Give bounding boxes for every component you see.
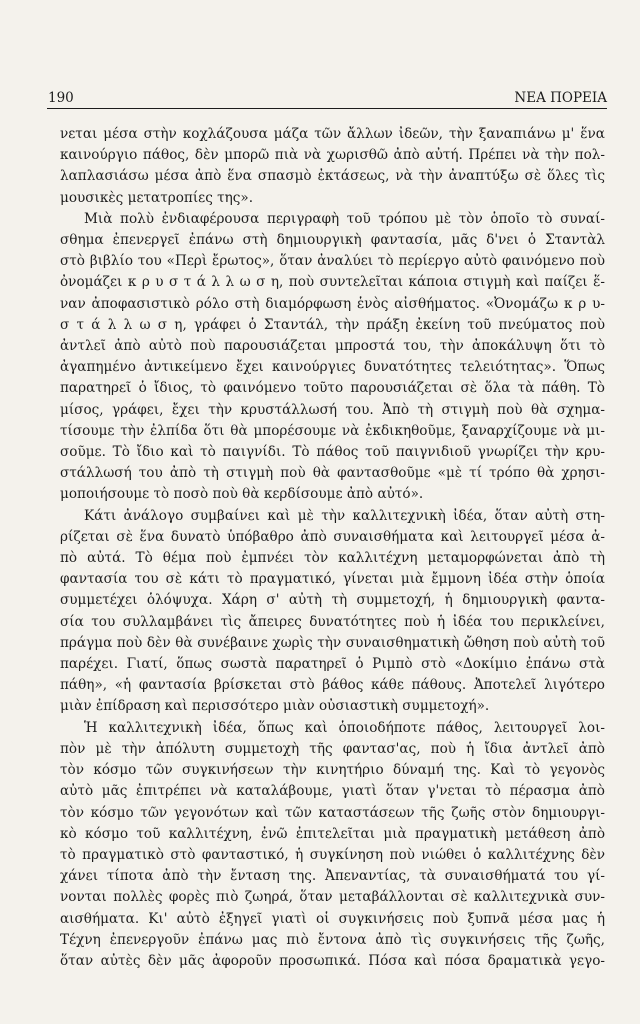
text-line: πράγμα ποὺ δὲν θὰ συνέβαινε χωρὶς τὴν συναισθηματικὴ ὤθηση ποὺ αὐτὴ τοῦ: [60, 634, 605, 651]
text-line: πὸν μὲ τὴν ἀπόλυτη συμμετοχὴ τῆς φαντασ'ας, ποὺ ἡ ἴδια ἀντλεῖ ἀπὸ: [60, 740, 605, 757]
text-line: σία του συλλαμβάνει τὶς ἄπειρες δυνατότητες ποὺ ἡ ἰδέα του περικλείνει,: [60, 613, 605, 630]
text-line: ὀνομάζει κ ρ υ σ τ ά λ λ ω σ η, ποὺ συντελεῖται κάποια στιγμὴ καὶ παίζει ἕ-: [60, 274, 605, 291]
text-line: σ τ ά λ λ ω σ η, γράφει ὁ Σταντάλ, τὴν πράξη ἐκείνη τοῦ πνεύματος ποὺ: [60, 316, 605, 333]
text-line: πὸ αὐτά. Τὸ θέμα ποὺ ἐμπνέει τὸν καλλιτέχνη μεταμορφώνεται ἀπὸ τὴ: [60, 550, 605, 567]
running-header: [48, 86, 607, 106]
text-line: Κάτι ἀνάλογο συμβαίνει καὶ μὲ τὴν καλλιτεχνικὴ ἰδέα, ὅταν αὐτὴ στη-: [84, 507, 605, 524]
text-line: στάλλωσή του ἀπὸ τὴ στιγμὴ ποὺ θὰ φαντασθοῦμε «μὲ τί τρόπο θὰ χρησι-: [60, 465, 605, 482]
text-line: παρέχει. Γιατί, ὅπως σωστὰ παρατηρεῖ ὁ Ριμπὸ στὸ «Δοκίμιο ἐπάνω στὰ: [60, 656, 605, 673]
text-line: στὸ βιβλίο του «Περὶ ἔρωτος», ὅταν ἀναλύει τὸ περίεργο αὐτὸ φαινόμενο ποὺ: [60, 253, 605, 270]
text-line: τὸ πραγματικὸ στὸ φανταστικό, ἡ συγκίνηση ποὺ νιώθει ὁ καλλιτέχνης δὲν: [60, 846, 605, 863]
text-line: ἀγαπημένο ἀντικείμενο ἔχει καινούργιες δυνατότητες τελειότητας». Ὅπως: [60, 359, 605, 376]
text-line: συμμετέχει ὁλόψυχα. Χάρη σ' αὐτὴ τὴ συμμετοχή, ἡ δημιουργικὴ φαντα-: [60, 592, 605, 609]
text-line: χάνει τίποτα ἀπὸ τὴν ἔνταση της. Ἀπεναντίας, τὰ συναισθήματά του γί-: [60, 868, 605, 885]
header-rule: [47, 108, 607, 109]
text-line: σθημα ἐπενεργεῖ ἐπάνω στὴ δημιουργικὴ φαντασία, μᾶς δ'νει ὁ Σταντὰλ: [60, 232, 605, 249]
text-line: ναν ἀποφασιστικὸ ρόλο στὴ διαμόρφωση ἑνὸς αἰσθήματος. «Ὀνομάζω κ ρ υ-: [60, 295, 605, 312]
text-line: αισθήματα. Κι' αὐτὸ ἐξηγεῖ γιατὶ οἱ συγκινήσεις ποὺ ξυπνᾶ μέσα μας ἡ: [60, 910, 605, 927]
page-number: 190: [48, 90, 74, 106]
text-line: ὅταν αὐτὲς δὲν μᾶς ἀφοροῦν προσωπικά. Πόσα καὶ πόσα δραματικὰ γεγο-: [60, 952, 605, 969]
text-line: τὸν κόσμο τῶν γεγονότων καὶ τῶν καταστάσεων τῆς ζωῆς στὸν δημιουργι-: [60, 804, 605, 821]
paragraph: [60, 209, 605, 506]
paragraph: [60, 124, 605, 209]
text-line: τίσουμε τὴν ἐλπίδα ὅτι θὰ μπορέσουμε νὰ ἐκδικηθοῦμε, ξαναρχίζουμε νὰ μι-: [60, 422, 605, 439]
text-line: Τέχνη ἐπενεργοῦν ἐπάνω μας πιὸ ἔντονα ἀπὸ τὶς συγκινήσεις τῆς ζωῆς,: [60, 931, 605, 948]
text-line: μοποιήσουμε τὸ ποσὸ ποὺ θὰ κερδίσουμε ἀπὸ αὐτό».: [60, 486, 424, 503]
text-line: πάθη», «ἡ φαντασία βρίσκεται στὸ βάθος κάθε πάθους. Ἀποτελεῖ λιγότερο: [60, 677, 605, 694]
text-line: μίσος, γράφει, ἔχει τὴν κρυστάλλωσή του. Ἀπὸ τὴ στιγμὴ ποὺ θὰ σχημα-: [60, 401, 605, 418]
text-line: παρατηρεῖ ὁ ἴδιος, τὸ φαινόμενο τοῦτο παρουσιάζεται σὲ ὅλα τὰ πάθη. Τὸ: [60, 380, 605, 397]
paragraph: [60, 718, 605, 972]
text-line: λαπλασιάσω μέσα ἀπὸ ἕνα σπασμὸ ἐκτάσεως, νὰ τὴν ἀναπτύξω σὲ ὅλες τὶς: [60, 168, 605, 185]
running-title: ΝΕΑ ΠΟΡΕΙΑ: [514, 90, 607, 106]
text-line: φαντασία του σὲ κάτι τὸ πραγματικό, γίνεται μιὰ ἔμμονη ἰδέα στὴν ὁποία: [60, 571, 605, 588]
text-line: Μιὰ πολὺ ἐνδιαφέρουσα περιγραφὴ τοῦ τρόπου μὲ τὸν ὁποῖο τὸ συναί-: [84, 210, 605, 227]
text-line: σοῦμε. Τὸ ἴδιο καὶ τὸ παιγνίδι. Τὸ πάθος τοῦ παιγνιδιοῦ γνωρίζει τὴν κρυ-: [60, 444, 605, 461]
text-line: κὸ κόσμο τοῦ καλλιτέχνη, ἐνῶ ἐπιτελεῖται μιὰ πραγματικὴ μετάθεση ἀπὸ: [60, 825, 605, 842]
text-line: αὐτὸ μᾶς ἐπιτρέπει νὰ καταλάβουμε, γιατὶ ὅταν γ'νεται τὸ πέρασμα ἀπὸ: [60, 783, 605, 800]
text-line: μουσικὲς μετατροπίες της».: [60, 189, 254, 206]
text-line: καινούργιο πάθος, δὲν μπορῶ πιὰ νὰ χωρισθῶ ἀπὸ αὐτή. Πρέπει νὰ τὴν πολ-: [60, 147, 605, 164]
body-text: [60, 124, 605, 972]
text-line: νεται μέσα στὴν κοχλάζουσα μάζα τῶν ἄλλων ἰδεῶν, τὴν ξαναπιάνω μ' ἕνα: [60, 126, 605, 142]
text-line: ρίζεται σὲ ἕνα δυνατὸ ὑπόβαθρο ἀπὸ συναισθήματα καὶ λειτουργεῖ μέσα ἀ-: [60, 528, 605, 545]
text-line: μιὰν ἐπίδραση καὶ περισσότερο μιὰν οὐσιαστικὴ συμμετοχή».: [60, 698, 490, 715]
text-line: Ἡ καλλιτεχνικὴ ἰδέα, ὅπως καὶ ὁποιοδήποτε πάθος, λειτουργεῖ λοι-: [84, 719, 605, 736]
text-line: τὸν κόσμο τῶν συγκινήσεων τὴν κινητήριο δύναμή της. Καὶ τὸ γεγονὸς: [60, 762, 605, 779]
text-line: ἀντλεῖ ἀπὸ αὐτὸ ποὺ παρουσιάζεται μπροστά του, τὴν ἀποκάλυψη ὅτι τὸ: [60, 338, 605, 355]
paragraph: [60, 506, 605, 718]
text-line: νονται πολλὲς φορὲς πιὸ ζωηρά, ὅταν μεταβάλλονται σὲ καλλιτεχνικὰ συν-: [60, 889, 605, 906]
